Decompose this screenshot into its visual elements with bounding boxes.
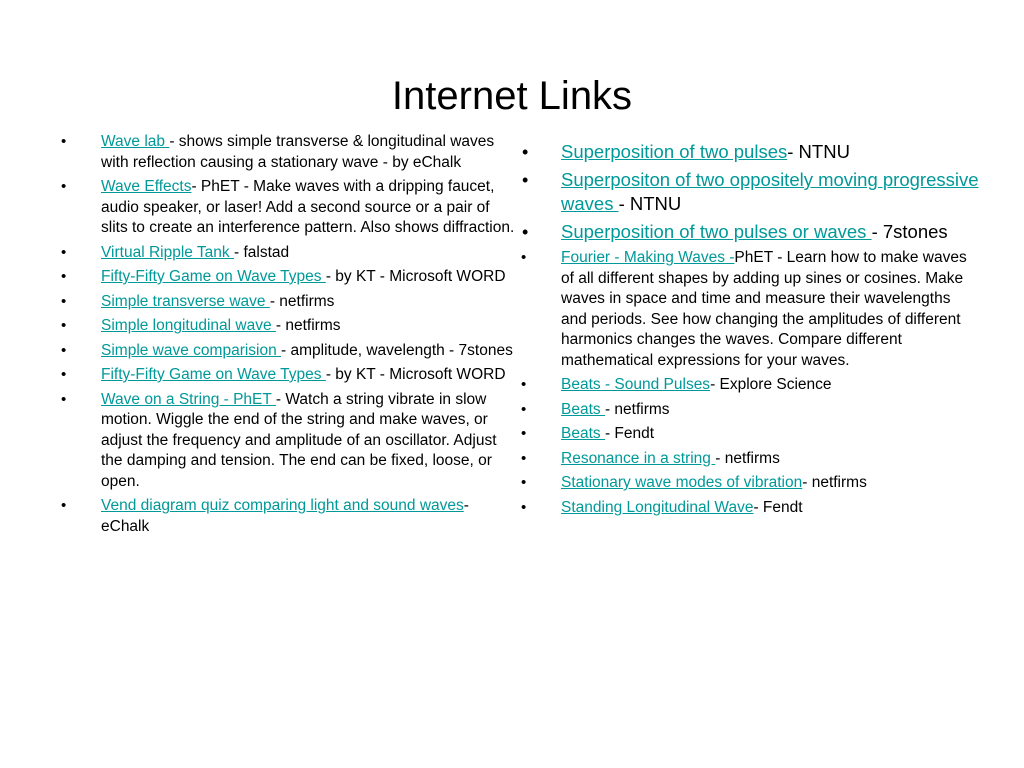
list-item — [60, 390, 520, 493]
link-description: - by KT - Microsoft WORD — [325, 366, 506, 383]
link-description: PhET - Learn how to make waves of all different shapes by adding up sines or cosines. Make waves in space and time and measure their wavelengths and periods. See how changing the amplitudes of different harmonics changes the waves. Compare different mathematical expressions for your waves. — [561, 249, 967, 369]
link-beats-sound-pulses[interactable]: Beats - Sound Pulses — [561, 376, 711, 393]
link-description: - netfirms — [715, 449, 780, 467]
link-fourier-making-waves[interactable]: Fourier - Making Waves - — [561, 249, 735, 266]
link-description: - NTNU — [787, 141, 850, 162]
list-item — [60, 267, 520, 288]
list-item — [60, 132, 520, 173]
list-item — [60, 243, 520, 264]
list-item — [520, 473, 980, 494]
bullet-icon: • — [522, 170, 529, 190]
link-simple-wave-comparision[interactable]: Simple wave comparision — [101, 341, 282, 359]
bullet-icon: • — [61, 292, 67, 310]
link-wave-effects[interactable]: Wave Effects — [101, 178, 192, 195]
bullet-icon: • — [61, 366, 67, 383]
link-description: - NTNU — [618, 193, 682, 214]
link-description: - amplitude, wavelength - 7stones — [281, 341, 513, 359]
bullet-icon: • — [61, 390, 67, 408]
link-wave-lab[interactable]: Wave lab — [101, 133, 170, 150]
list-item — [520, 168, 980, 216]
link-wave-on-a-string[interactable]: Wave on a String - PhET — [101, 390, 276, 408]
link-fifty-fifty-game-2[interactable]: Fifty-Fifty Game on Wave Types — [101, 366, 326, 383]
link-superposition-pulses-or-waves[interactable]: Superposition of two pulses or waves — [561, 221, 872, 242]
bullet-icon: • — [61, 268, 67, 285]
list-item — [520, 449, 980, 470]
link-description: - eChalk — [101, 497, 469, 535]
list-item — [520, 424, 980, 445]
list-item — [60, 341, 520, 362]
link-description: - Fendt — [753, 498, 803, 516]
link-beats-fendt[interactable]: Beats — [561, 425, 605, 442]
list-item — [60, 365, 520, 386]
link-description: - by KT - Microsoft WORD — [325, 268, 506, 285]
link-description: - Fendt — [604, 425, 655, 442]
list-item — [60, 316, 520, 337]
bullet-icon: • — [61, 243, 67, 261]
bullet-icon: • — [521, 249, 527, 266]
list-item — [520, 248, 980, 371]
link-stationary-wave-modes[interactable]: Stationary wave modes of vibration — [561, 474, 803, 491]
link-fifty-fifty-game[interactable]: Fifty-Fifty Game on Wave Types — [101, 268, 326, 285]
list-item — [520, 400, 980, 421]
link-description: - netfirms — [275, 317, 341, 334]
link-beats-netfirms[interactable]: Beats — [561, 400, 605, 418]
bullet-icon: • — [521, 498, 527, 516]
bullet-icon: • — [61, 497, 67, 514]
list-item — [520, 140, 980, 164]
list-item — [60, 292, 520, 313]
link-vend-diagram-quiz[interactable]: Vend diagram quiz comparing light and sound waves — [101, 497, 464, 514]
bullet-icon: • — [522, 222, 529, 242]
bullet-icon: • — [61, 341, 67, 359]
link-resonance-in-a-string[interactable]: Resonance in a string — [561, 449, 716, 467]
list-item — [520, 498, 980, 519]
link-description: - 7stones — [871, 221, 948, 242]
link-description: - Explore Science — [710, 376, 832, 393]
left-link-list — [60, 132, 520, 541]
bullet-icon: • — [61, 317, 67, 334]
link-description: - Watch a string vibrate in slow motion. Wiggle the end of the string and make waves, or adjust the frequency and amplitude of an oscillator. Adjust the damping and tension. The end can be fixed, loose, or open. — [101, 390, 497, 490]
link-simple-longitudinal-wave[interactable]: Simple longitudinal wave — [101, 317, 276, 334]
link-superpositon-oppositely-moving[interactable]: Superpositon of two oppositely moving progressive waves — [561, 169, 979, 214]
page-title: Internet Links — [391, 74, 633, 118]
bullet-icon: • — [521, 474, 527, 491]
list-item — [520, 220, 980, 244]
bullet-icon: • — [521, 449, 527, 467]
right-link-list — [520, 140, 980, 522]
bullet-icon: • — [521, 400, 527, 418]
link-description: - shows simple transverse & longitudinal waves with reflection causing a stationary wave - by eChalk — [101, 133, 495, 171]
bullet-icon: • — [61, 133, 67, 150]
link-description: - netfirms — [269, 292, 335, 310]
link-description: - falstad — [233, 243, 290, 261]
link-description: - netfirms — [604, 400, 670, 418]
link-description: - netfirms — [802, 474, 867, 491]
link-simple-transverse-wave[interactable]: Simple transverse wave — [101, 292, 270, 310]
link-standing-longitudinal-wave[interactable]: Standing Longitudinal Wave — [561, 498, 754, 516]
list-item — [60, 177, 520, 239]
list-item — [520, 375, 980, 396]
bullet-icon: • — [61, 178, 67, 195]
link-superposition-two-pulses[interactable]: Superposition of two pulses — [561, 141, 788, 162]
link-virtual-ripple-tank[interactable]: Virtual Ripple Tank — [101, 243, 234, 261]
bullet-icon: • — [522, 142, 529, 162]
list-item — [60, 496, 520, 537]
link-description: - PhET - Make waves with a dripping faucet, audio speaker, or laser! Add a second source or a pair of slits to create an interference pattern. Also shows diffraction. — [101, 178, 515, 236]
bullet-icon: • — [521, 425, 527, 442]
bullet-icon: • — [521, 376, 527, 393]
